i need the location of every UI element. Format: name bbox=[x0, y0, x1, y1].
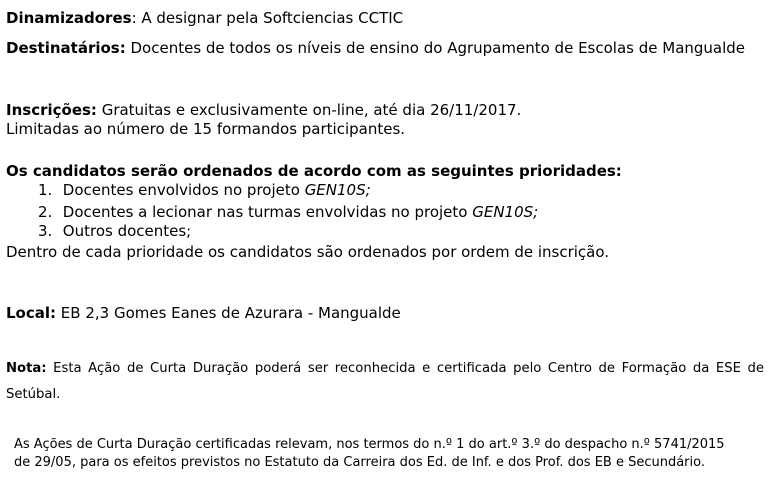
priority-item-1 bbox=[38, 180, 371, 200]
priority-text: Docentes envolvidos no projeto bbox=[62, 181, 305, 199]
footnote-line-1: As Ações de Curta Duração certificadas relevam, nos termos do n.º 1 do art.º 3.º do despacho n.º 5741/2015 bbox=[14, 437, 725, 452]
priority-project: GEN10S; bbox=[472, 203, 539, 221]
destinatarios-label: Destinatários: bbox=[6, 39, 126, 57]
nota-label: Nota: bbox=[6, 361, 47, 376]
inscricoes-value: Gratuitas e exclusivamente on-line, até dia 26/11/2017. bbox=[96, 101, 522, 119]
local-label: Local: bbox=[6, 304, 57, 322]
inscricoes-label: Inscrições: bbox=[6, 101, 97, 119]
priority-item-3 bbox=[38, 221, 191, 241]
destinatarios-value: Docentes de todos os níveis de ensino do Agrupamento de Escolas de Mangualde bbox=[125, 39, 746, 57]
local-value: EB 2,3 Gomes Eanes de Azurara - Mangualde bbox=[56, 304, 401, 322]
footnote-line-2: de 29/05, para os efeitos previstos no Estatuto da Carreira dos Ed. de Inf. e dos Prof. dos EB e Secundário. bbox=[14, 455, 705, 470]
nota-paragraph bbox=[6, 356, 764, 408]
prioridades-heading: Os candidatos serão ordenados de acordo com as seguintes prioridades: bbox=[6, 162, 622, 180]
priority-item-2 bbox=[38, 202, 538, 222]
priority-number: 2. bbox=[38, 203, 53, 221]
priority-project: GEN10S; bbox=[304, 181, 371, 199]
destinatarios-line bbox=[6, 38, 745, 58]
inscricoes-line bbox=[6, 100, 521, 120]
nota-value: Esta Ação de Curta Duração poderá ser reconhecida e certificada pelo Centro de Formação da ESE de Setúbal. bbox=[6, 361, 764, 402]
dinamizadores-value: : A designar pela Softciencias CCTIC bbox=[131, 9, 404, 27]
dinamizadores-label: Dinamizadores bbox=[6, 9, 132, 27]
dinamizadores-line bbox=[6, 8, 403, 28]
priority-text: Docentes a lecionar nas turmas envolvidas no projeto bbox=[62, 203, 473, 221]
priority-text: Outros docentes; bbox=[62, 222, 192, 240]
priority-number: 3. bbox=[38, 222, 53, 240]
local-line bbox=[6, 303, 401, 323]
priority-number: 1. bbox=[38, 181, 53, 199]
inscricoes-limit-line: Limitadas ao número de 15 formandos participantes. bbox=[6, 120, 406, 138]
prioridades-closing: Dentro de cada prioridade os candidatos são ordenados por ordem de inscrição. bbox=[6, 243, 610, 261]
